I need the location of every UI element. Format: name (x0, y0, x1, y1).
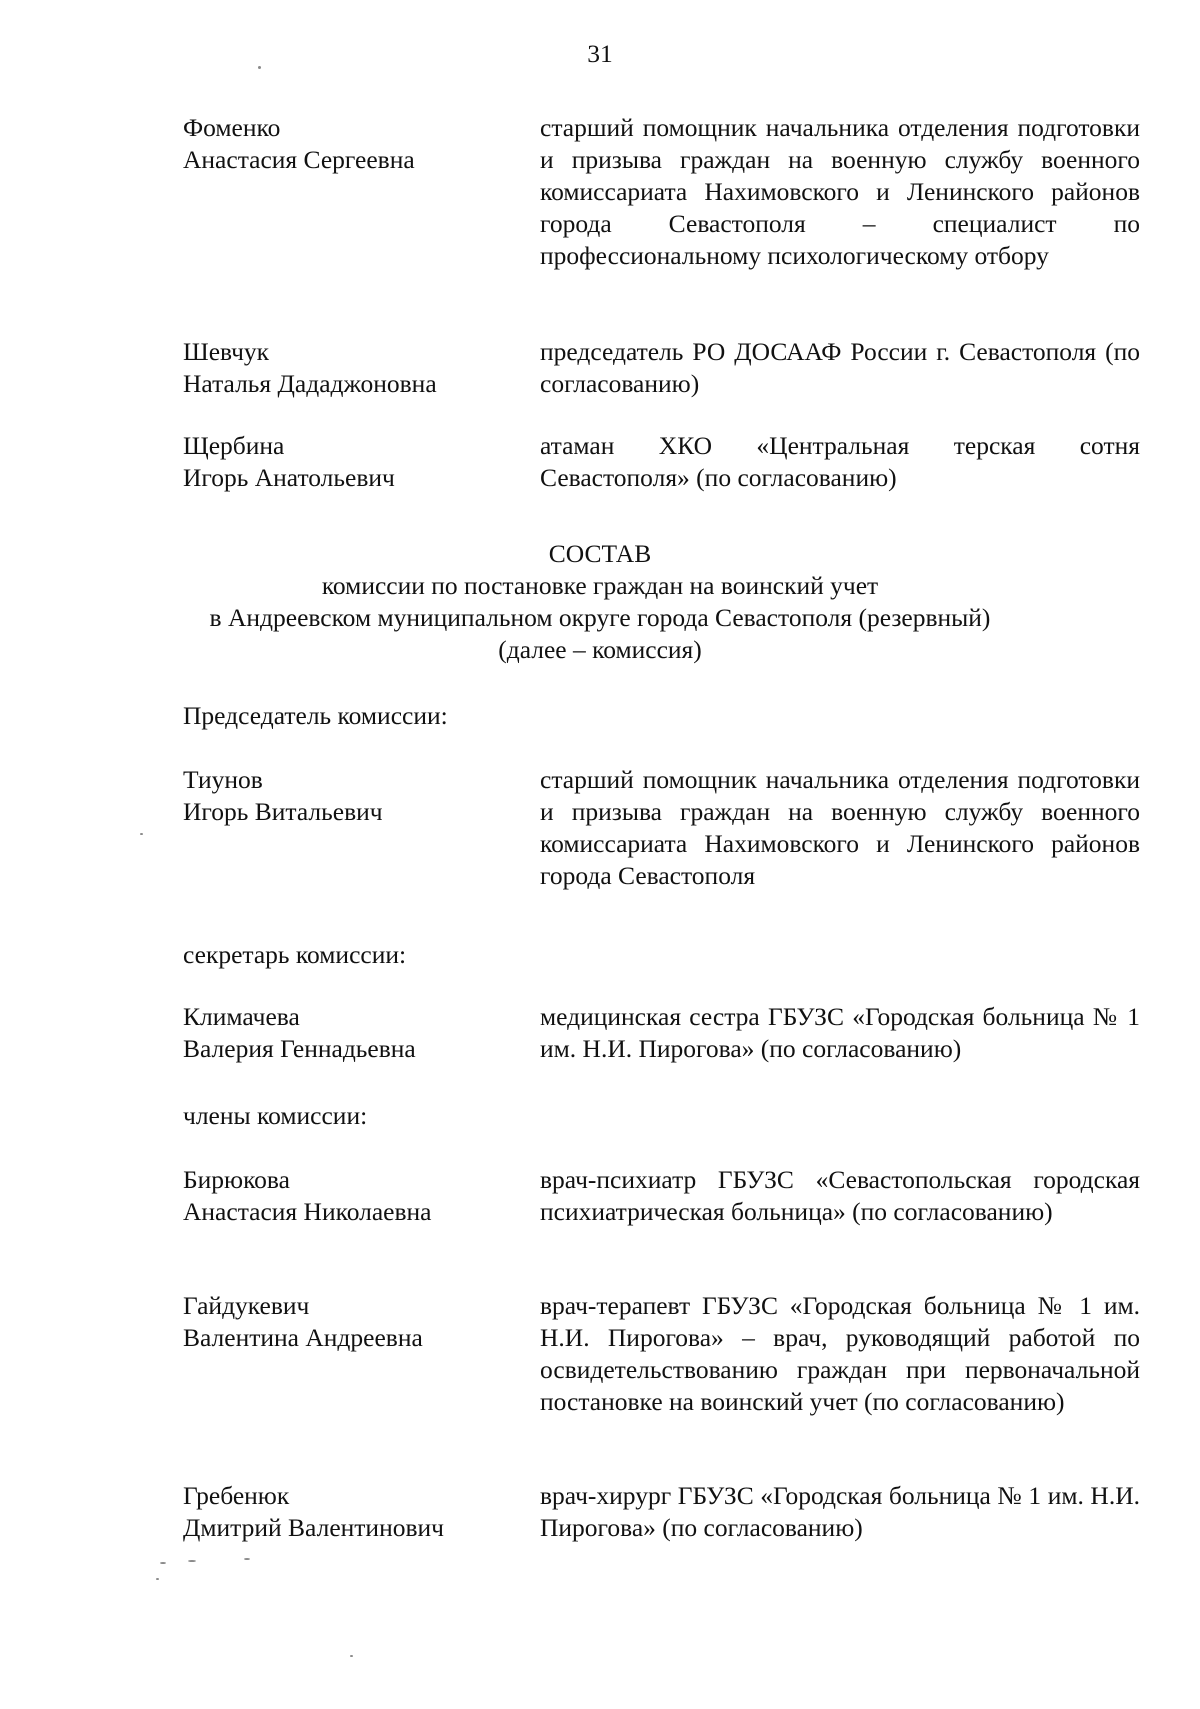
member-position: старший помощник начальника отделения подготовки и призыва граждан на военную службу военного комиссариата Нахимовского и Ленинского районов города Севастополя – специалист по профессиональному психологическому отбору (540, 113, 1140, 270)
section-heading (0, 538, 1200, 666)
chairman-surname: Тиунов (183, 765, 263, 794)
member-position: атаман ХКО «Центральная терская сотня Севастополя» (по согласованию) (540, 431, 1140, 492)
scan-speck (350, 1655, 353, 1657)
member-surname: Фоменко (183, 113, 281, 142)
member-position: председатель РО ДОСААФ России г. Севастополя (по согласованию) (540, 337, 1140, 398)
member-surname: Щербина (183, 431, 285, 460)
scan-speck (160, 1562, 166, 1564)
scan-speck (258, 66, 261, 69)
member-surname: Гребенюк (183, 1481, 290, 1510)
member-name (183, 430, 513, 494)
member-name (183, 336, 513, 400)
heading-title: СОСТАВ (548, 539, 652, 568)
member-name (183, 1480, 513, 1544)
page-number: 31 (587, 39, 613, 68)
secretary-given-names: Валерия Геннадьевна (183, 1034, 416, 1063)
chairman-name (183, 764, 513, 828)
member-position: врач-психиатр ГБУЗС «Севастопольская городская психиатрическая больница» (по согласованию) (540, 1165, 1140, 1226)
member-surname: Шевчук (183, 337, 270, 366)
member-position: врач-терапевт ГБУЗС «Городская больница № 1 им. Н.И. Пирогова» – врач, руководящий работой по освидетельствованию граждан при первоначальной постановке на воинский учет (по согласованию) (540, 1291, 1140, 1416)
member-name (183, 112, 513, 176)
member-given-names: Анастасия Николаевна (183, 1197, 432, 1226)
chairman-position: старший помощник начальника отделения подготовки и призыва граждан на военную службу военного комиссариата Нахимовского и Ленинского районов города Севастополя (540, 765, 1140, 890)
member-name (183, 1290, 513, 1354)
secretary-label: секретарь комиссии: (183, 940, 407, 969)
secretary-surname: Климачева (183, 1002, 300, 1031)
member-surname: Гайдукевич (183, 1291, 310, 1320)
member-given-names: Наталья Дададжоновна (183, 369, 437, 398)
chairman-given-names: Игорь Витальевич (183, 797, 383, 826)
member-given-names: Валентина Андреевна (183, 1323, 423, 1352)
member-surname: Бирюкова (183, 1165, 290, 1194)
heading-line: комиссии по постановке граждан на воинский учет (321, 571, 879, 600)
heading-line: в Андреевском муниципальном округе города Севастополя (резервный) (209, 603, 991, 632)
member-given-names: Игорь Анатольевич (183, 463, 395, 492)
scan-speck (156, 1578, 159, 1580)
heading-line: (далее – комиссия) (498, 635, 702, 664)
chairman-label: Председатель комиссии: (183, 701, 448, 730)
secretary-name (183, 1001, 513, 1065)
member-name (183, 1164, 513, 1228)
scan-speck (140, 833, 143, 835)
member-given-names: Дмитрий Валентинович (183, 1513, 444, 1542)
member-given-names: Анастасия Сергеевна (183, 145, 415, 174)
scan-speck (244, 1558, 250, 1560)
secretary-position: медицинская сестра ГБУЗС «Городская больница № 1 им. Н.И. Пирогова» (по согласованию) (540, 1002, 1140, 1063)
member-position: врач-хирург ГБУЗС «Городская больница № 1 им. Н.И. Пирогова» (по согласованию) (540, 1481, 1140, 1542)
scan-speck (188, 1560, 196, 1562)
members-label: члены комиссии: (183, 1101, 368, 1130)
